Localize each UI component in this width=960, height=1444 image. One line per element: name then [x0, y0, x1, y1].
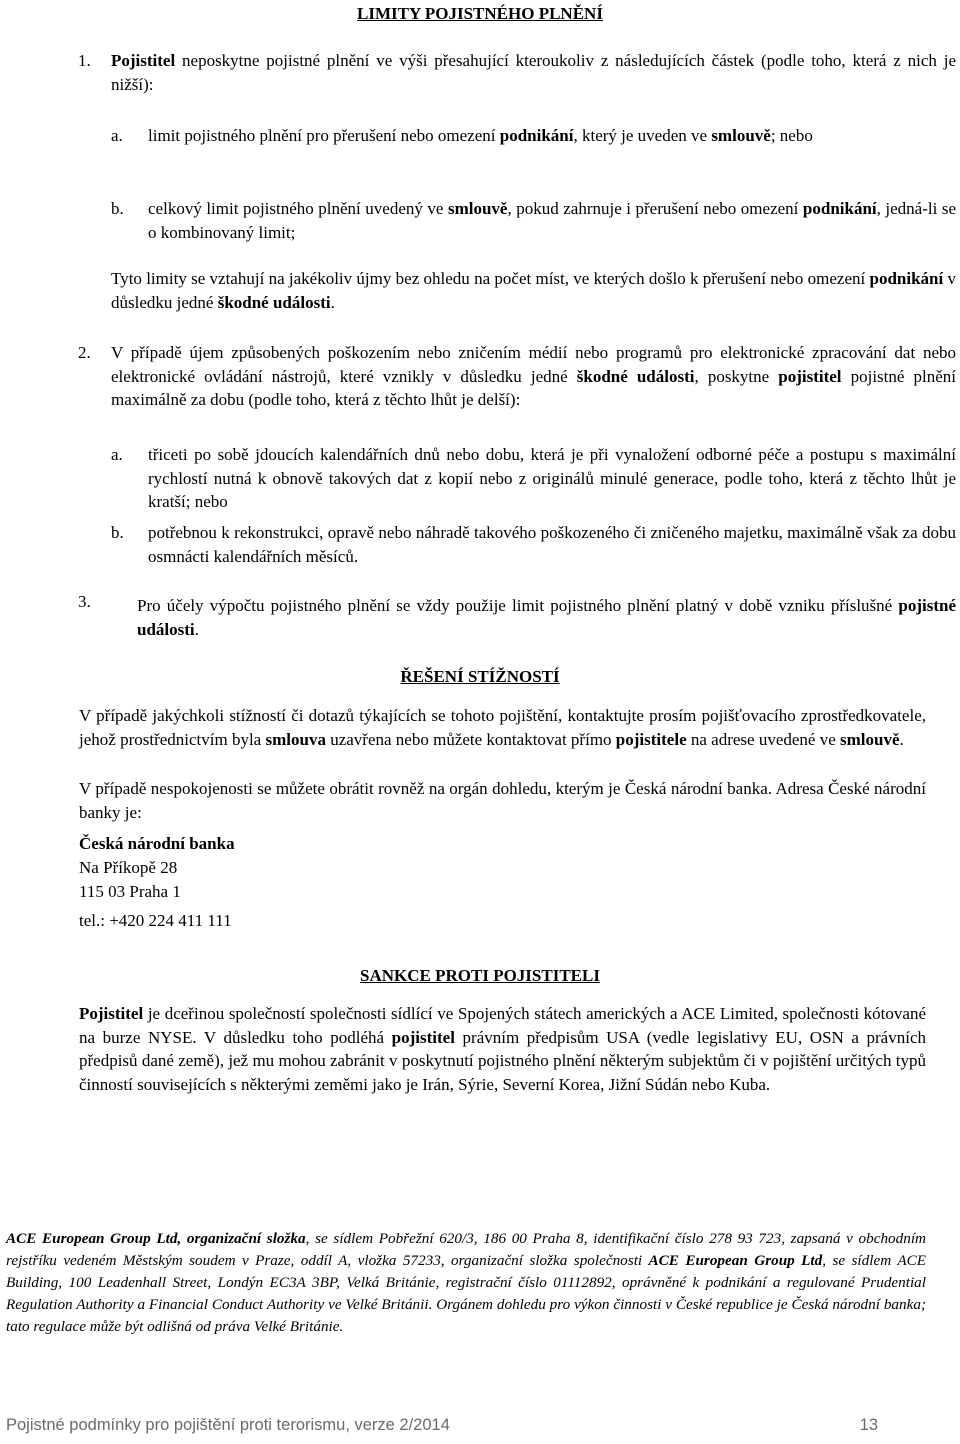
- item-2b-marker: b.: [111, 523, 124, 542]
- item-2a-text: třiceti po sobě jdoucích kalendářních dnů nebo dobu, která je při vynaložení odborné péče a postupu s maximální rychlostí nutná k obnově takových dat z kopií nebo z originálů minulé generace, podle toho, která z těchto lhůt je kratší; nebo: [148, 445, 956, 511]
- footer-legal-text: ACE European Group Ltd, organizační složka, se sídlem Pobřežní 620/3, 186 00 Praha 8, identifikační číslo 278 93 723, zapsaná v obchodním rejstříku vedeném Městským soudem v Praze, oddíl A, vložka 57233, organizační složka společnosti ACE European Group Ltd, se sídlem ACE Building, 100 Leadenhall Street, Londýn EC3A 3BP, Velká Británie, registrační číslo 01112892, oprávněné k podnikání a regulované Prudential Regulation Authority a Financial Conduct Authority ve Velké Británii. Orgánem dohledu pro výkon činnosti v České republice je Česká národní banka; tato regulace může být odlišná od práva Velké Británie.: [6, 1230, 927, 1335]
- bank-street: Na Příkopě 28: [79, 858, 178, 877]
- item-2b-text: potřebnou k rekonstrukci, opravě nebo náhradě takového poškozeného či zničeného majetku, maximálně však za dobu osmnácti kalendářních měsíců.: [148, 523, 956, 566]
- item-2a-marker: a.: [111, 445, 123, 464]
- item-3-text: Pro účely výpočtu pojistného plnění se vždy použije limit pojistného plnění platný v době vzniku příslušné pojistné události.: [137, 596, 956, 639]
- item-1a-text: limit pojistného plnění pro přerušení nebo omezení podnikání, který je uveden ve smlouvě; nebo: [148, 126, 813, 145]
- item-2-number: 2.: [78, 343, 91, 362]
- section-title-limits: LIMITY POJISTNÉHO PLNĚNÍ: [357, 4, 603, 23]
- section-title-complaints: ŘEŠENÍ STÍŽNOSTÍ: [400, 667, 560, 686]
- section-title-sanctions: SANKCE PROTI POJISTITELI: [360, 966, 600, 985]
- item-2-text: V případě újem způsobených poškozením nebo zničením médií nebo programů pro elektronické zpracování dat nebo elektronické ovládání nástrojů, které vznikly v důsledku jedné škodné události, poskytne pojistitel pojistné plnění maximálně za dobu (podle toho, která z těchto lhůt je delší):: [111, 343, 956, 409]
- bank-name: Česká národní banka: [79, 834, 235, 853]
- document-title: Pojistné podmínky pro pojištění proti terorismu, verze 2/2014: [6, 1416, 450, 1434]
- page-number: 13: [859, 1416, 878, 1434]
- bank-phone: tel.: +420 224 411 111: [79, 911, 232, 930]
- item-1a-marker: a.: [111, 126, 123, 145]
- sanctions-paragraph: Pojistitel je dceřinou společností společnosti sídlící ve Spojených státech amerických a ACE Limited, společnosti kótované na burze NYSE. V důsledku toho podléhá pojistitel právním předpisům USA (vedle legislativy EU, OSN a právních předpisů dané země), jež mu mohou zabránit v poskytnutí pojistného plnění některým subjektům či v pojištění určitých typů činností souvisejících s některými zeměmi jako je Irán, Sýrie, Severní Korea, Jižní Súdán nebo Kuba.: [79, 1004, 926, 1094]
- page-footer: [6, 1416, 878, 1435]
- item-1-note: Tyto limity se vztahují na jakékoliv újmy bez ohledu na počet míst, ve kterých došlo k přerušení nebo omezení podnikání v důsledku jedné škodné události.: [111, 269, 957, 312]
- item-1b-marker: b.: [111, 199, 124, 218]
- item-3-number: 3.: [78, 592, 91, 611]
- bank-city: 115 03 Praha 1: [79, 882, 181, 901]
- item-1b-text: celkový limit pojistného plnění uvedený ve smlouvě, pokud zahrnuje i přerušení nebo omezení podnikání, jedná-li se o kombinovaný limit;: [148, 199, 956, 242]
- item-1-text: Pojistitel neposkytne pojistné plnění ve výši přesahující kteroukoliv z následujících částek (podle toho, která z nich je nižší):: [111, 51, 956, 94]
- item-1-number: 1.: [78, 51, 91, 70]
- complaints-paragraph-1: V případě jakýchkoli stížností či dotazů týkajících se tohoto pojištění, kontaktujte prosím pojišťovacího zprostředkovatele, jehož prostřednictvím byla smlouva uzavřena nebo můžete kontaktovat přímo pojistitele na adrese uvedené ve smlouvě.: [79, 706, 926, 749]
- complaints-paragraph-2: V případě nespokojenosti se můžete obrátit rovněž na orgán dohledu, kterým je Česká národní banka. Adresa České národní banky je:: [79, 779, 926, 822]
